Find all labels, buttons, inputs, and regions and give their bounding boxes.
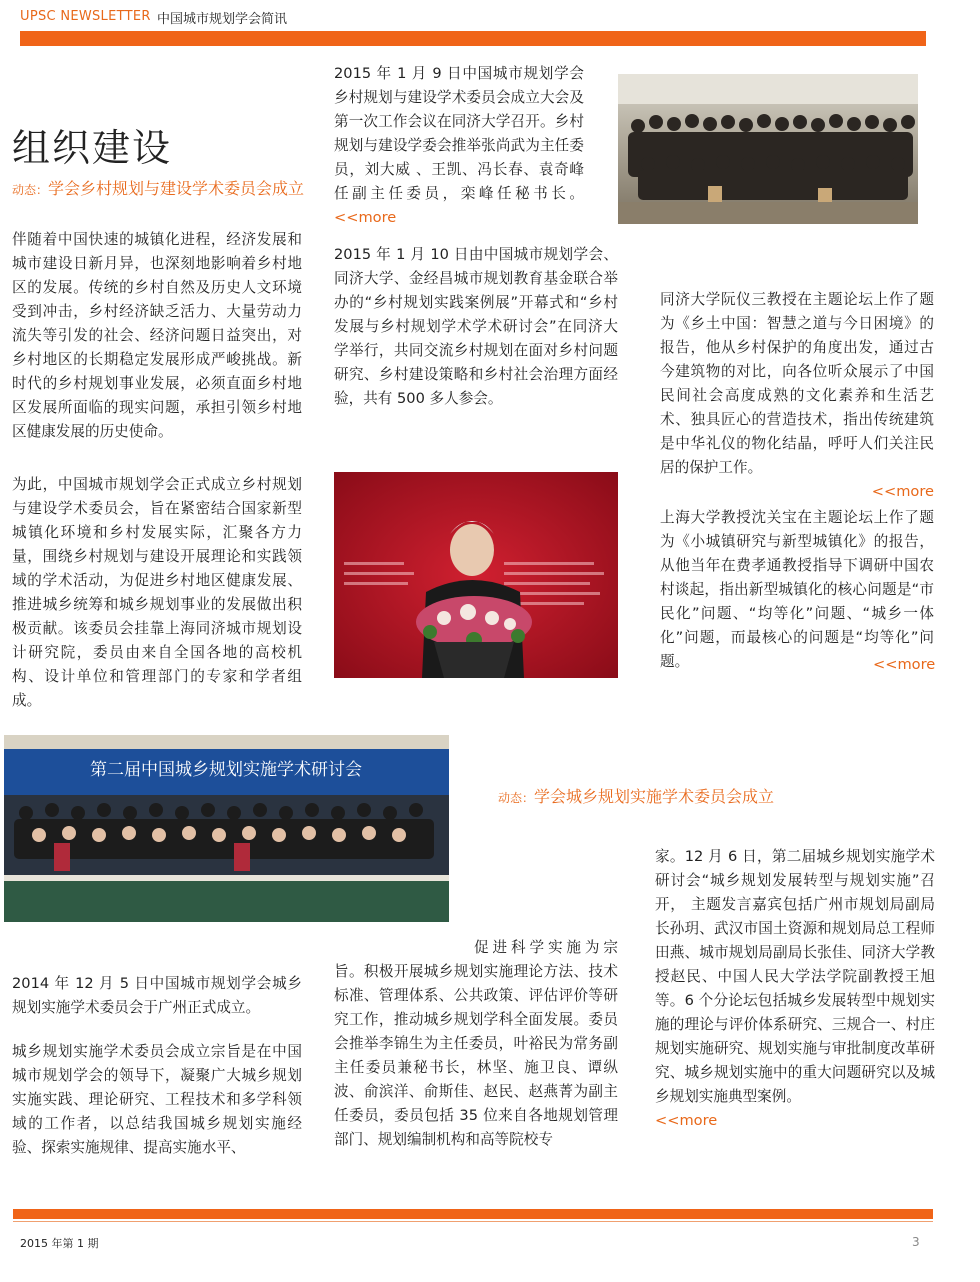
issue-label: 2015 年第 1 期: [20, 1237, 99, 1250]
article2-heading-text: 学会城乡规划实施学术委员会成立: [534, 787, 775, 806]
footer-rule: [13, 1221, 933, 1222]
article1-mid-paragraph-1: 2015 年 1 月 9 日中国城市规划学会乡村规划与建设学术委员会成立大会及第一次工作会议在同济大学召开。乡村规划与建设学委会推举张尚武为主任委员，刘大威 、王凯、冯长春、袁奇峰任副主任委员，栾峰任秘书长。 <<more: [334, 65, 584, 226]
article2-heading: [498, 784, 774, 807]
article2-right-column: [655, 845, 935, 1133]
group-photo-2: [4, 735, 449, 922]
more-link[interactable]: <<more: [334, 209, 397, 226]
more-link[interactable]: <<more: [871, 483, 934, 500]
article2-right-paragraph-1: 家。12 月 6 日，第二届城乡规划实施学术研讨会“城乡规划发展转型与规划实施”召开， 主题发言嘉宾包括广州市规划局副局长孙玥、武汉市国土资源和规划局总工程师田燕、城市规划局副局长张佳、同济大学教授赵民、中国人民大学法学院副教授王旭等。6 个分论坛包括城乡发展转型中规划实施的理论与评价体系研究、三规合一、村庄规划实施研究、规划实施与审批制度改革研究、城乡规划实施中的重大问题研究以及城乡规划实施典型案例。: [655, 848, 935, 1105]
dyn-prefix: 动态：: [498, 791, 535, 805]
more-link[interactable]: <<more: [655, 1112, 718, 1129]
section-title: 组织建设: [12, 126, 173, 170]
article1-left-paragraph-2: 为此，中国城市规划学会正式成立乡村规划与建设学术委员会，旨在紧密结合国家新型城镇化环境和乡村发展实际，汇聚各方力量，围绕乡村规划与建设开展理论和实践领域的学术活动，为促进乡村地区健康发展、推进城乡统筹和城乡规划事业的发展做出积极贡献。该委员会挂靠上海同济城市规划设计研究院，委员由来自全国各地的高校机构、设计单位和管理部门的专家和学者组成。: [12, 476, 302, 709]
article1-mid-paragraph-2: 2015 年 1 月 10 日由中国城市规划学会、同济大学、金经昌城市规划教育基金联合举办的“乡村规划实践案例展”开幕式和“乡村发展与乡村规划学术学术研讨会”在同济大学举行，共同交流乡村规划在面对乡村问题研究、乡村建设策略和乡村社会治理方面经验，共有 500 多人参会。: [334, 246, 618, 407]
article1-heading: [12, 176, 304, 199]
newsletter-tag: UPSC NEWSLETTER: [20, 9, 151, 24]
article1-right-paragraph-1: 同济大学阮仪三教授在主题论坛上作了题为《乡土中国：智慧之道与今日困境》的报告，他从乡村保护的角度出发，通过古今建筑物的对比，向各位听众展示了中国民间社会高度成熟的文化素养和生活艺术、独具匠心的营造技术，指出传统建筑是中华礼仪的物化结晶，呼吁人们关注民居的保护工作。: [660, 291, 934, 476]
article1-right-paragraph-2: 上海大学教授沈关宝在主题论坛上作了题为《小城镇研究与新型城镇化》的报告，从他当年在费孝通教授指导下调研中国农村谈起，指出新型城镇化的核心问题是“市民化”问题、“均等化”问题、“城乡一体化”问题，而最核心的问题是“均等化”问题。: [660, 509, 934, 670]
more-link[interactable]: <<more: [873, 656, 936, 673]
article2-mid-paragraph-1: 促进科学实施为宗旨。积极开展城乡规划实施理论方法、技术标准、管理体系、公共政策、评估评价等研究工作，推动城乡规划学科全面发展。委员会推举李锦生为主任委员，叶裕民为常务副主任委员兼秘书长，林坚、施卫良、谭纵波、俞滨洋、俞斯佳、赵民、赵燕菁为副主任委员，委员包括 35 位来自各地规划管理部门、规划编制机构和高等院校专: [334, 939, 618, 1148]
article2-left-paragraph-1: 2014 年 12 月 5 日中国城市规划学会城乡规划实施学术委员会于广州正式成立。: [12, 975, 302, 1016]
banner-text: 第二届中国城乡规划实施学术研讨会: [90, 760, 362, 780]
article1-left-paragraph-1: 伴随着中国快速的城镇化进程，经济发展和城市建设日新月异，也深刻地影响着乡村地区的发展。传统的乡村自然及历史人文环境受到冲击，乡村经济缺乏活力、大量劳动力流失等引发的社会、经济问题日益突出，对乡村地区的长期稳定发展形成严峻挑战。新时代的乡村规划事业发展，必须直面乡村地区发展所面临的现实问题，承担引领乡村地区健康发展的历史使命。: [12, 231, 302, 440]
article1-heading-text: 学会乡村规划与建设学术委员会成立: [48, 179, 305, 198]
footer-bar: [13, 1209, 933, 1219]
newsletter-title: 中国城市规划学会简讯: [157, 12, 288, 27]
article1-right-column: [660, 288, 934, 674]
speaker-photo: [334, 472, 618, 678]
article2-left-paragraph-2: 城乡规划实施学术委员会成立宗旨是在中国城市规划学会的领导下，凝聚广大城乡规划实施实践、理论研究、工程技术和多学科领域的工作者，以总结我国城乡规划实施经验、探索实施规律、提高实施水平、: [12, 1043, 302, 1156]
header-bar: [20, 31, 926, 46]
group-photo-1: [618, 74, 918, 224]
page-number: 3: [912, 1235, 920, 1249]
dyn-prefix: 动态：: [12, 183, 49, 197]
